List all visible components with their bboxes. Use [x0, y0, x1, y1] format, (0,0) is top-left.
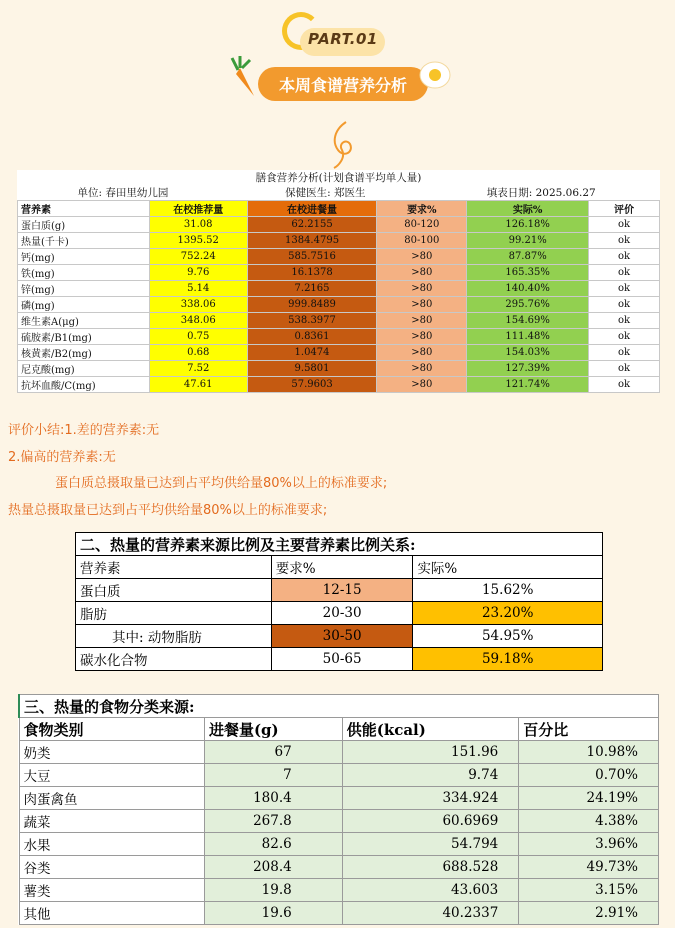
- col-header: 进餐量(g): [204, 718, 342, 741]
- percent-cell: 24.19%: [519, 787, 659, 810]
- nutrient-name: 磷(mg): [18, 297, 150, 313]
- food-name: 谷类: [19, 856, 204, 879]
- requirement-cell: >80: [377, 313, 467, 329]
- kcal-cell: 688.528: [342, 856, 519, 879]
- kcal-cell: 43.603: [342, 879, 519, 902]
- table-row: [18, 297, 660, 313]
- amount-cell: 267.8: [204, 810, 342, 833]
- table-row: [76, 648, 603, 671]
- col-header: 供能(kcal): [342, 718, 519, 741]
- table-row: [18, 313, 660, 329]
- food-name: 水果: [19, 833, 204, 856]
- amount-cell: 19.8: [204, 879, 342, 902]
- percent-cell: 3.96%: [519, 833, 659, 856]
- recommended-cell: 9.76: [149, 265, 247, 281]
- food-category-table: [18, 694, 659, 925]
- table-row: [19, 856, 659, 879]
- col-header: 要求%: [271, 556, 413, 579]
- recommended-cell: 338.06: [149, 297, 247, 313]
- actual-cell: 87.87%: [467, 249, 589, 265]
- energy-header-row: [76, 556, 603, 579]
- nutrient-name: 铁(mg): [18, 265, 150, 281]
- kcal-cell: 334.924: [342, 787, 519, 810]
- table-row: [18, 377, 660, 393]
- amount-cell: 19.6: [204, 902, 342, 925]
- evaluation-cell: ok: [589, 297, 660, 313]
- nutrient-name: 锌(mg): [18, 281, 150, 297]
- requirement-cell: >80: [377, 329, 467, 345]
- swirl-decoration-icon: [328, 120, 358, 170]
- recommended-cell: 752.24: [149, 249, 247, 265]
- table-row: [19, 879, 659, 902]
- recommended-cell: 7.52: [149, 361, 247, 377]
- table-row: [18, 217, 660, 233]
- req-cell: 12-15: [271, 579, 413, 602]
- evaluation-cell: ok: [589, 265, 660, 281]
- egg-icon: [418, 60, 452, 90]
- kcal-cell: 60.6969: [342, 810, 519, 833]
- nutrient-name: 蛋白质(g): [18, 217, 150, 233]
- header: [0, 0, 675, 175]
- table-row: [76, 625, 603, 648]
- intake-cell: 57.9603: [247, 377, 377, 393]
- table-row: [18, 345, 660, 361]
- energy-source-table: [75, 532, 603, 671]
- intake-cell: 16.1378: [247, 265, 377, 281]
- table-row: [19, 764, 659, 787]
- col-header: 实际%: [413, 556, 603, 579]
- row-label: 蛋白质: [76, 579, 272, 602]
- food-header-row: [19, 718, 659, 741]
- amount-cell: 7: [204, 764, 342, 787]
- evaluation-cell: ok: [589, 361, 660, 377]
- note-line: 热量总摄取量已达到占平均供给量80%以上的标准要求;: [8, 502, 328, 518]
- nutrient-name: 核黄素/B2(mg): [18, 345, 150, 361]
- row-label: 脂肪: [76, 602, 272, 625]
- food-name: 肉蛋禽鱼: [19, 787, 204, 810]
- requirement-cell: 80-100: [377, 233, 467, 249]
- note-line: 评价小结:1.差的营养素:无: [8, 423, 160, 438]
- note-line: 蛋白质总摄取量已达到占平均供给量80%以上的标准要求;: [55, 476, 388, 491]
- actual-cell: 15.62%: [413, 579, 603, 602]
- col-header: 在校推荐量: [149, 201, 247, 217]
- percent-cell: 3.15%: [519, 879, 659, 902]
- kcal-cell: 40.2337: [342, 902, 519, 925]
- nutrient-name: 钙(mg): [18, 249, 150, 265]
- recommended-cell: 0.68: [149, 345, 247, 361]
- nutrient-name: 抗坏血酸/C(mg): [18, 377, 150, 393]
- requirement-cell: >80: [377, 361, 467, 377]
- doctor-label: 保健医生: 郑医生: [285, 187, 366, 199]
- energy-table-title-row: [76, 533, 603, 556]
- food-name: 其他: [19, 902, 204, 925]
- percent-cell: 2.91%: [519, 902, 659, 925]
- table-row: [18, 361, 660, 377]
- col-header: 食物类别: [19, 718, 204, 741]
- table-row: [18, 281, 660, 297]
- food-name: 奶类: [19, 741, 204, 764]
- percent-cell: 4.38%: [519, 810, 659, 833]
- food-name: 蔬菜: [19, 810, 204, 833]
- nutrition-table-title: 膳食营养分析(计划食谱平均单人量): [255, 172, 422, 184]
- evaluation-cell: ok: [589, 217, 660, 233]
- unit-label: 单位: 春田里幼儿园: [77, 187, 169, 199]
- evaluation-cell: ok: [589, 345, 660, 361]
- evaluation-cell: ok: [589, 329, 660, 345]
- table-row: [76, 602, 603, 625]
- evaluation-cell: ok: [589, 233, 660, 249]
- actual-cell: 121.74%: [467, 377, 589, 393]
- amount-cell: 67: [204, 741, 342, 764]
- req-cell: 30-50: [271, 625, 413, 648]
- energy-table-title: 二、热量的营养素来源比例及主要营养素比例关系:: [76, 533, 603, 556]
- nutrient-name: 维生素A(μg): [18, 313, 150, 329]
- evaluation-cell: ok: [589, 249, 660, 265]
- requirement-cell: >80: [377, 249, 467, 265]
- col-header: 营养素: [18, 201, 150, 217]
- actual-cell: 295.76%: [467, 297, 589, 313]
- recommended-cell: 47.61: [149, 377, 247, 393]
- food-table-title-row: [19, 695, 659, 718]
- intake-cell: 0.8361: [247, 329, 377, 345]
- table-row: [76, 579, 603, 602]
- requirement-cell: >80: [377, 281, 467, 297]
- part-badge: [282, 12, 392, 52]
- recommended-cell: 31.08: [149, 217, 247, 233]
- actual-cell: 154.03%: [467, 345, 589, 361]
- intake-cell: 9.5801: [247, 361, 377, 377]
- table-row: [19, 833, 659, 856]
- part-label: PART.01: [308, 30, 378, 48]
- food-name: 大豆: [19, 764, 204, 787]
- requirement-cell: >80: [377, 265, 467, 281]
- percent-cell: 0.70%: [519, 764, 659, 787]
- requirement-cell: >80: [377, 345, 467, 361]
- note-line: 2.偏高的营养素:无: [8, 449, 116, 465]
- actual-cell: 127.39%: [467, 361, 589, 377]
- actual-cell: 111.48%: [467, 329, 589, 345]
- recommended-cell: 348.06: [149, 313, 247, 329]
- food-name: 薯类: [19, 879, 204, 902]
- table-row: [19, 902, 659, 925]
- actual-cell: 154.69%: [467, 313, 589, 329]
- section-banner: 本周食谱营养分析: [258, 67, 428, 101]
- table-row: [19, 810, 659, 833]
- actual-cell: 126.18%: [467, 217, 589, 233]
- amount-cell: 208.4: [204, 856, 342, 879]
- table-row: [18, 265, 660, 281]
- intake-cell: 585.7516: [247, 249, 377, 265]
- recommended-cell: 0.75: [149, 329, 247, 345]
- nutrient-name: 热量(千卡): [18, 233, 150, 249]
- amount-cell: 180.4: [204, 787, 342, 810]
- table-row: [19, 741, 659, 764]
- col-header: 实际%: [467, 201, 589, 217]
- req-cell: 20-30: [271, 602, 413, 625]
- recommended-cell: 5.14: [149, 281, 247, 297]
- intake-cell: 7.2165: [247, 281, 377, 297]
- actual-cell: 140.40%: [467, 281, 589, 297]
- row-label: 其中: 动物脂肪: [76, 625, 272, 648]
- actual-cell: 23.20%: [413, 602, 603, 625]
- col-header: 评价: [589, 201, 660, 217]
- intake-cell: 538.3977: [247, 313, 377, 329]
- table-row: [18, 329, 660, 345]
- col-header: 在校进餐量: [247, 201, 377, 217]
- nutrition-analysis-table: [17, 170, 660, 393]
- req-cell: 50-65: [271, 648, 413, 671]
- date-label: 填表日期: 2025.06.27: [486, 187, 596, 199]
- col-header: 营养素: [76, 556, 272, 579]
- intake-cell: 62.2155: [247, 217, 377, 233]
- col-header: 要求%: [377, 201, 467, 217]
- table-row: [18, 233, 660, 249]
- table-row: [18, 249, 660, 265]
- evaluation-cell: ok: [589, 313, 660, 329]
- requirement-cell: >80: [377, 297, 467, 313]
- kcal-cell: 9.74: [342, 764, 519, 787]
- intake-cell: 999.8489: [247, 297, 377, 313]
- table-row: [19, 787, 659, 810]
- amount-cell: 82.6: [204, 833, 342, 856]
- table-title-row: [18, 170, 660, 185]
- evaluation-notes: [8, 418, 668, 524]
- percent-cell: 10.98%: [519, 741, 659, 764]
- kcal-cell: 151.96: [342, 741, 519, 764]
- food-table-title: 三、热量的食物分类来源:: [19, 695, 659, 718]
- kcal-cell: 54.794: [342, 833, 519, 856]
- requirement-cell: 80-120: [377, 217, 467, 233]
- percent-cell: 49.73%: [519, 856, 659, 879]
- recommended-cell: 1395.52: [149, 233, 247, 249]
- actual-cell: 54.95%: [413, 625, 603, 648]
- actual-cell: 165.35%: [467, 265, 589, 281]
- row-label: 碳水化合物: [76, 648, 272, 671]
- table-header-row: [18, 201, 660, 217]
- intake-cell: 1384.4795: [247, 233, 377, 249]
- nutrient-name: 硫胺素/B1(mg): [18, 329, 150, 345]
- evaluation-cell: ok: [589, 281, 660, 297]
- evaluation-cell: ok: [589, 377, 660, 393]
- intake-cell: 1.0474: [247, 345, 377, 361]
- requirement-cell: >80: [377, 377, 467, 393]
- table-meta-row: [18, 185, 660, 201]
- actual-cell: 99.21%: [467, 233, 589, 249]
- col-header: 百分比: [519, 718, 659, 741]
- nutrient-name: 尼克酸(mg): [18, 361, 150, 377]
- actual-cell: 59.18%: [413, 648, 603, 671]
